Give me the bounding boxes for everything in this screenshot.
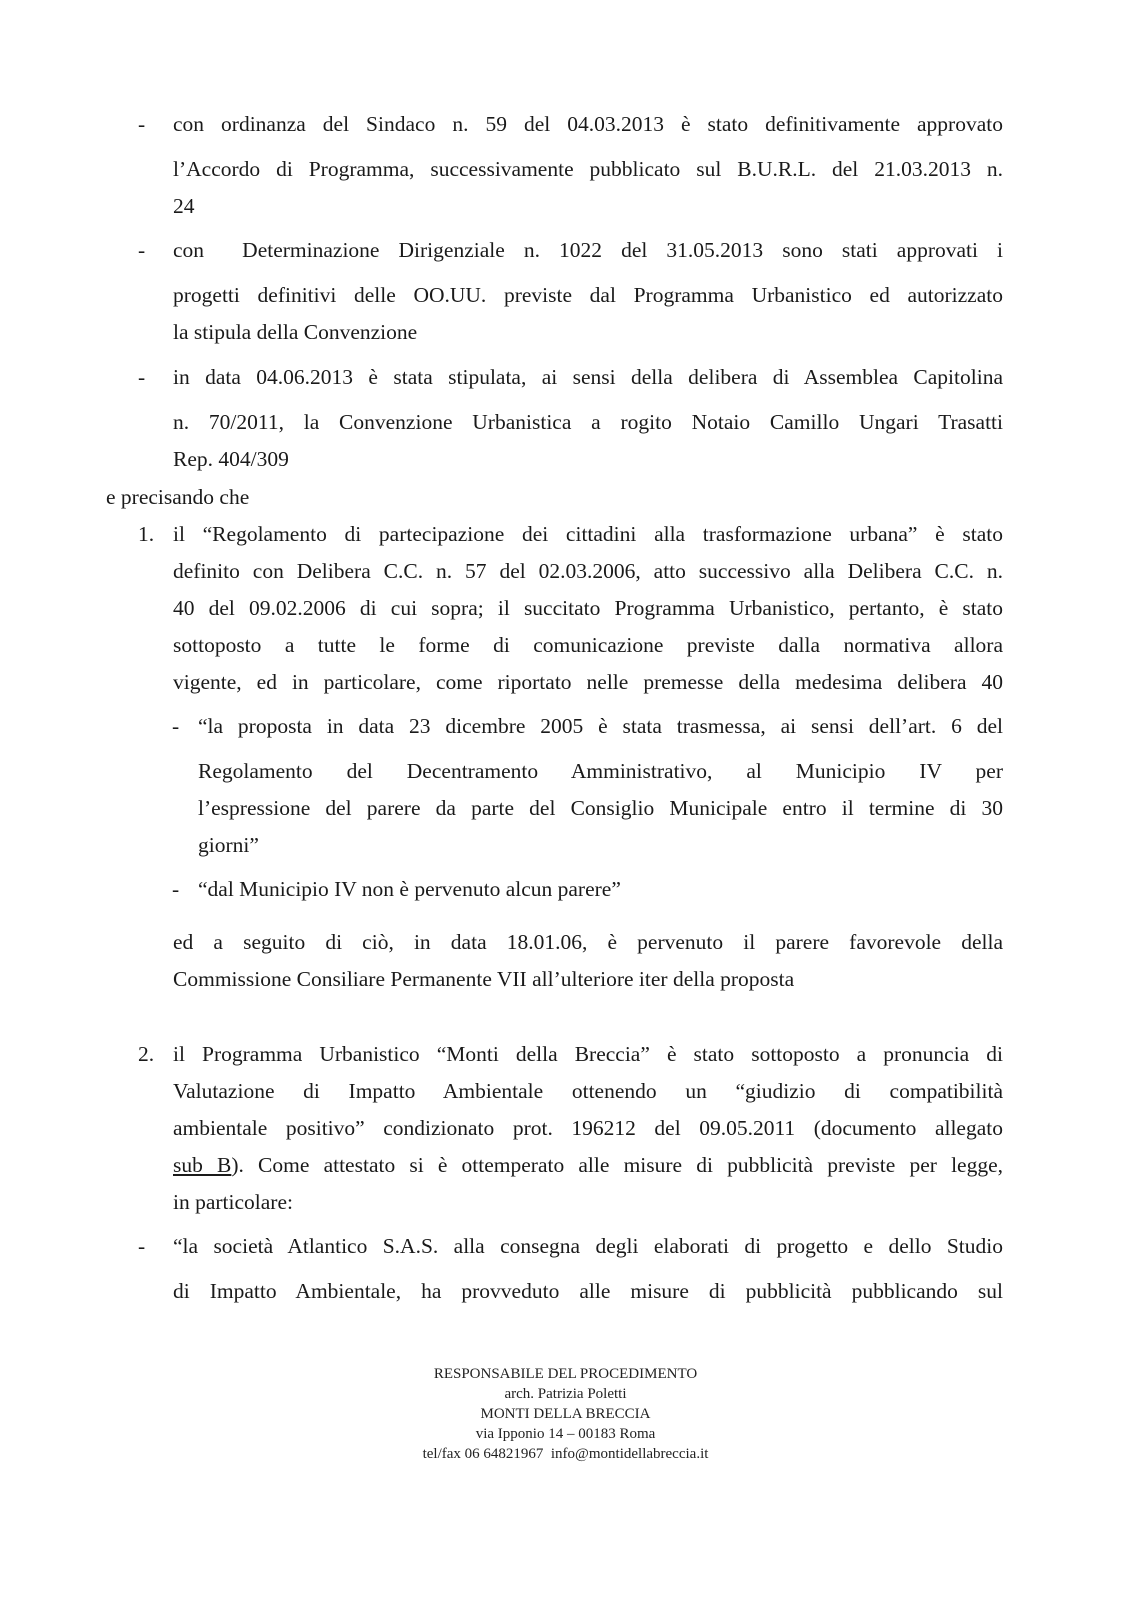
intro-line: e precisando che [106, 485, 250, 509]
text-line: ed a seguito di ciò, in data 18.01.06, è pervenuto il parere favorevole della [173, 930, 1003, 954]
text-line: in data 04.06.2013 è stata stipulata, ai sensi della delibera di Assemblea Capitolina [173, 365, 1003, 389]
letterhead-footer [0, 1364, 1131, 1464]
text-line: in particolare: [173, 1190, 293, 1214]
dash-marker: - [138, 1234, 146, 1258]
text-line: l’espressione del parere da parte del Consiglio Municipale entro il termine di 30 [198, 796, 1003, 820]
number-marker: 2. [138, 1042, 155, 1066]
text-line: Valutazione di Impatto Ambientale ottenendo un “giudizio di compatibilità [173, 1079, 1003, 1103]
text-line: ambientale positivo” condizionato prot. 196212 del 09.05.2011 (documento allegato [173, 1116, 1003, 1140]
text-line: “dal Municipio IV non è pervenuto alcun parere” [198, 877, 621, 901]
text-line: “la società Atlantico S.A.S. alla consegna degli elaborati di progetto e dello Studio [173, 1234, 1003, 1258]
number-marker: 1. [138, 522, 155, 546]
footer-name: arch. Patrizia Poletti [504, 1386, 627, 1402]
text-line: l’Accordo di Programma, successivamente pubblicato sul B.U.R.L. del 21.03.2013 n. [173, 157, 1003, 181]
attachment-reference: sub B [173, 1153, 232, 1177]
text-line: Commissione Consiliare Permanente VII all’ulteriore iter della proposta [173, 967, 795, 991]
text-line: vigente, ed in particolare, come riportato nelle premesse della medesima delibera 40 [173, 670, 1003, 694]
text-line: “la proposta in data 23 dicembre 2005 è stata trasmessa, ai sensi dell’art. 6 del [198, 714, 1003, 738]
text-line: 40 del 09.02.2006 di cui sopra; il succitato Programma Urbanistico, pertanto, è stato [173, 596, 1003, 620]
text-line: il Programma Urbanistico “Monti della Breccia” è stato sottoposto a pronuncia di [173, 1042, 1003, 1066]
footer-role: RESPONSABILE DEL PROCEDIMENTO [433, 1366, 698, 1382]
text-line: n. 70/2011, la Convenzione Urbanistica a rogito Notaio Camillo Ungari Trasatti [173, 410, 1003, 434]
text-line: definito con Delibera C.C. n. 57 del 02.03.2006, atto successivo alla Delibera C.C. n. [173, 559, 1003, 583]
text-line: di Impatto Ambientale, ha provveduto alle misure di pubblicità pubblicando sul [173, 1279, 1003, 1303]
dash-marker: - [138, 238, 146, 262]
dash-marker: - [138, 365, 146, 389]
footer-organization: MONTI DELLA BRECCIA [480, 1406, 651, 1422]
text-line: sottoposto a tutte le forme di comunicazione previste dalla normativa allora [173, 633, 1003, 657]
text-line: progetti definitivi delle OO.UU. previste dal Programma Urbanistico ed autorizzato [173, 283, 1003, 307]
text-line: con Determinazione Dirigenziale n. 1022 del 31.05.2013 sono stati approvati i [173, 238, 1003, 262]
text-line: il “Regolamento di partecipazione dei cittadini alla trasformazione urbana” è stato [173, 522, 1003, 546]
text-line-rest: ). Come attestato si è ottemperato alle misure di pubblicità previste per legge, [231, 1153, 1003, 1177]
text-line: 24 [173, 194, 195, 218]
footer-contact: tel/fax 06 64821967 info@montidellabreccia.it [422, 1446, 709, 1462]
text-line: Rep. 404/309 [173, 447, 289, 471]
dash-marker: - [138, 112, 146, 136]
text-line: Regolamento del Decentramento Amministrativo, al Municipio IV per [198, 759, 1003, 783]
text-line: giorni” [198, 833, 259, 857]
text-line: la stipula della Convenzione [173, 320, 418, 344]
dash-marker: - [172, 877, 180, 901]
dash-marker: - [172, 714, 180, 738]
text-line [173, 1153, 1003, 1178]
text-line: con ordinanza del Sindaco n. 59 del 04.03.2013 è stato definitivamente approvato [173, 112, 1003, 136]
footer-address: via Ipponio 14 – 00183 Roma [475, 1426, 656, 1442]
